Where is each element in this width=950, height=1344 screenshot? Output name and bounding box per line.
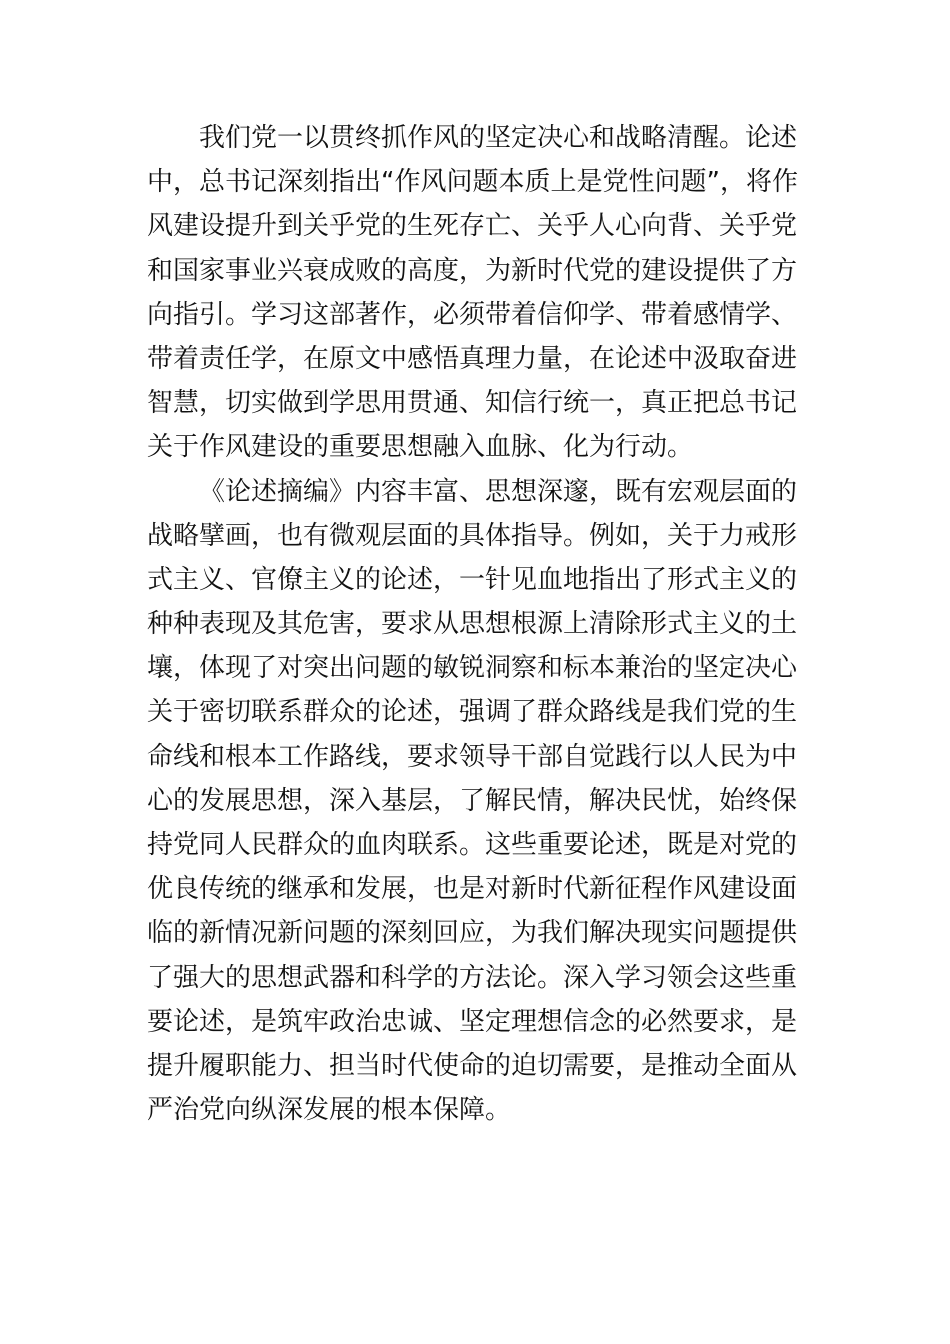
text-line: 临的新情况新问题的深刻回应，为我们解决现实问题提供: [147, 918, 798, 949]
text-line: 智慧，切实做到学思用贯通、知信行统一，真正把总书记: [147, 388, 798, 419]
text-line: 式主义、官僚主义的论述，一针见血地指出了形式主义的: [147, 564, 798, 595]
text-line: 带着责任学，在原文中感悟真理力量，在论述中汲取奋进: [147, 343, 798, 374]
text-line: 我们党一以贯终抓作风的坚定决心和战略清醒。论述: [199, 123, 798, 153]
text-line: 了强大的思想武器和科学的方法论。深入学习领会这些重: [147, 962, 798, 993]
text-line: 向指引。学习这部著作，必须带着信仰学、带着感情学、: [147, 299, 798, 330]
text-line: 关于密切联系群众的论述，强调了群众路线是我们党的生: [147, 697, 798, 728]
text-line: 要论述，是筑牢政治忠诚、坚定理想信念的必然要求，是: [147, 1006, 798, 1037]
text-line: 壤，体现了对突出问题的敏锐洞察和标本兼治的坚定决心: [147, 653, 798, 684]
text-line: 中，总书记深刻指出“作风问题本质上是党性问题”，将作: [147, 167, 798, 198]
paragraph: [147, 116, 817, 470]
text-line: 和国家事业兴衰成败的高度，为新时代党的建设提供了方: [147, 255, 798, 286]
text-line: 提升履职能力、担当时代使命的迫切需要，是推动全面从: [147, 1050, 798, 1081]
text-line: 持党同人民群众的血肉联系。这些重要论述，既是对党的: [147, 830, 798, 860]
text-line: 种种表现及其危害，要求从思想根源上清除形式主义的土: [147, 609, 798, 640]
text-line: 心的发展思想，深入基层，了解民情，解决民忧，始终保: [147, 785, 798, 816]
text-line: 风建设提升到关乎党的生死存亡、关乎人心向背、关乎党: [147, 211, 798, 242]
text-line: 严治党向纵深发展的根本保障。: [147, 1095, 512, 1126]
text-line: 命线和根本工作路线，要求领导干部自觉践行以人民为中: [147, 741, 798, 772]
text-line: 关于作风建设的重要思想融入血脉、化为行动。: [147, 432, 694, 463]
text-line: 战略擘画，也有微观层面的具体指导。例如，关于力戒形: [147, 520, 798, 551]
paragraph: [147, 470, 817, 1133]
text-line: 《论述摘编》内容丰富、思想深邃，既有宏观层面的: [199, 476, 798, 507]
document-body: [147, 116, 817, 1132]
text-line: 优良传统的继承和发展，也是对新时代新征程作风建设面: [147, 874, 798, 905]
